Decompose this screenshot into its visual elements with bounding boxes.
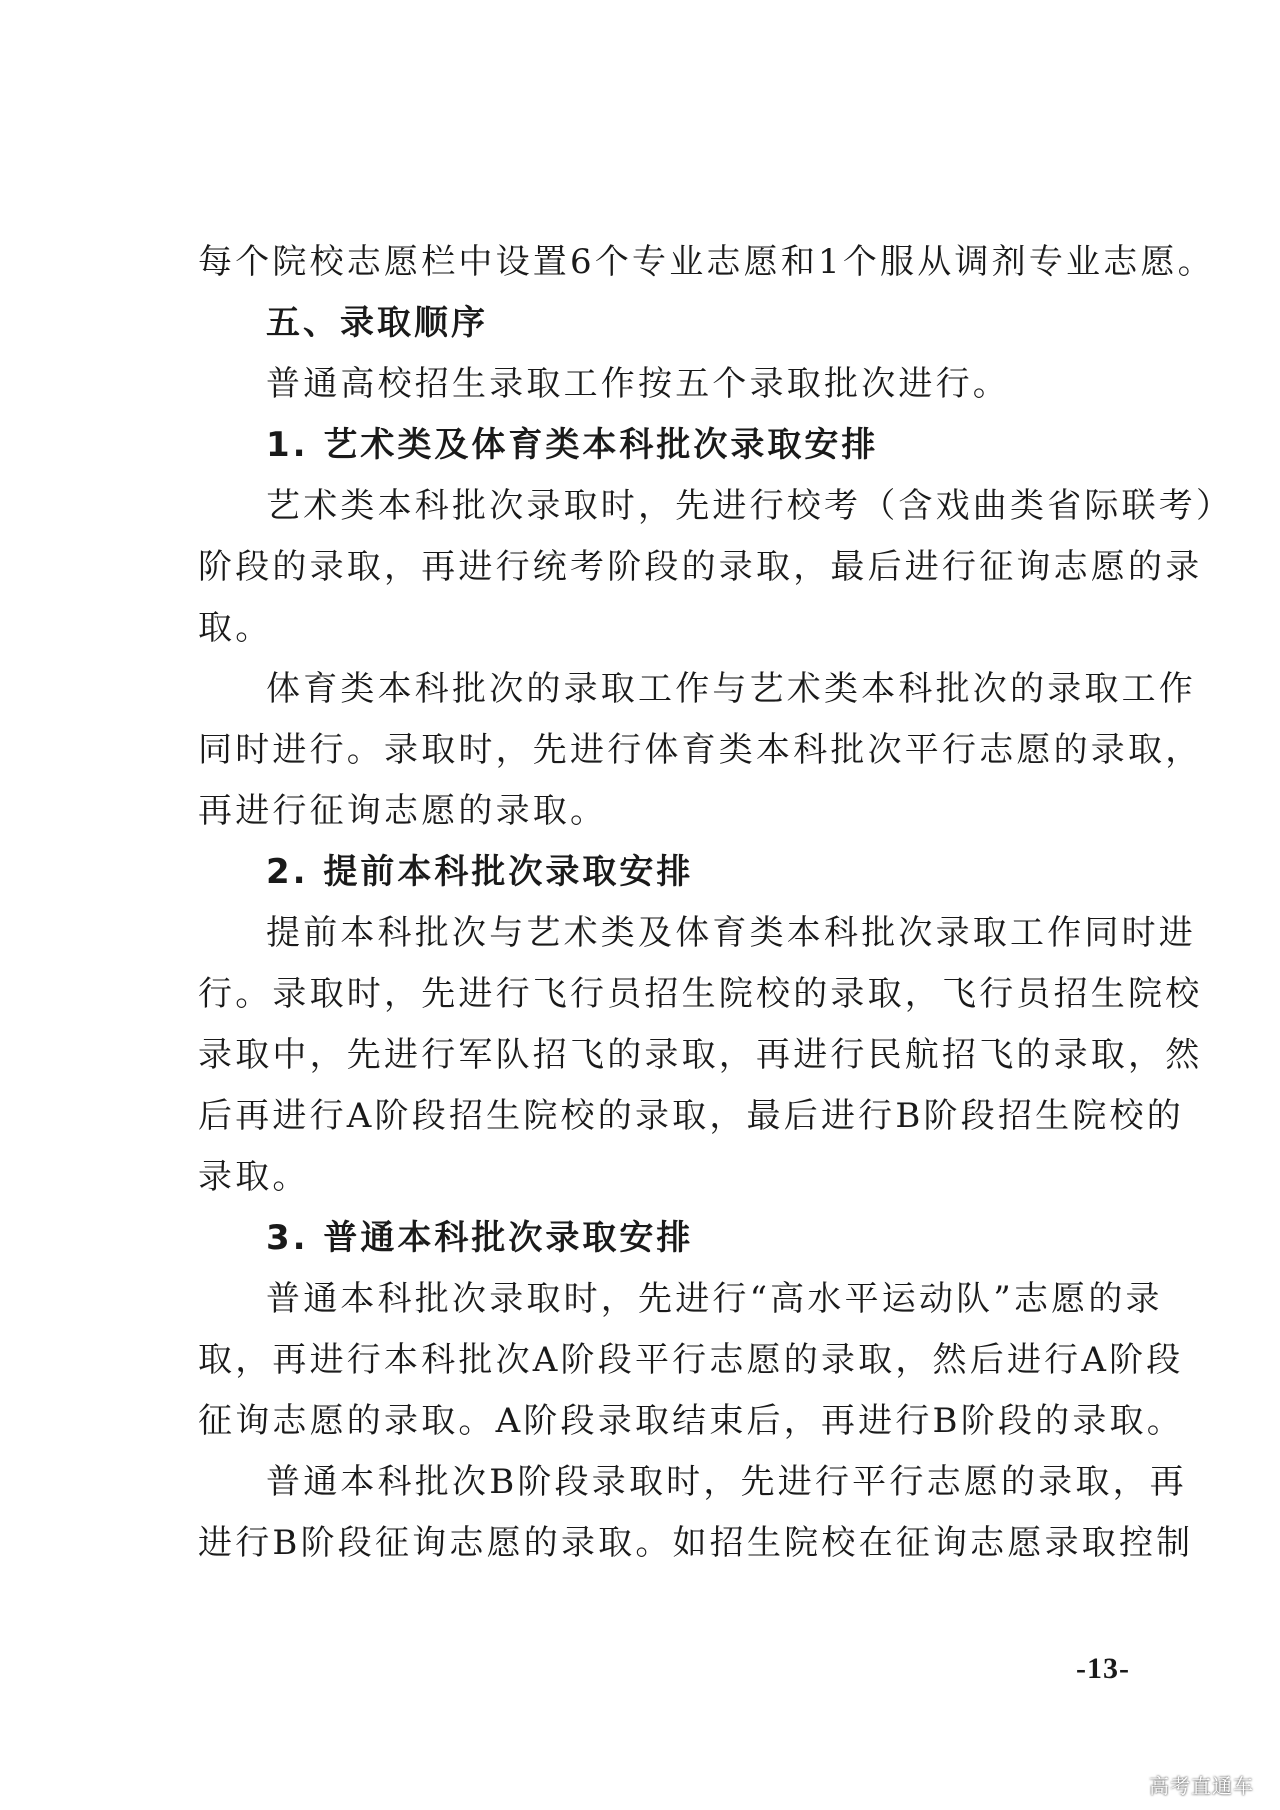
section-heading: 五、录取顺序 <box>266 303 488 343</box>
body-line: 后再进行A阶段招生院校的录取，最后进行B阶段招生院校的 <box>198 1096 1184 1136</box>
body-line: 征询志愿的录取。A阶段录取结束后，再进行B阶段的录取。 <box>198 1401 1184 1441</box>
body-line: 艺术类本科批次录取时，先进行校考（含戏曲类省际联考） <box>266 486 1234 526</box>
document-body <box>198 232 1234 1574</box>
body-line: 普通高校招生录取工作按五个录取批次进行。 <box>266 364 1010 404</box>
body-line: 每个院校志愿栏中设置6个专业志愿和1个服从调剂专业志愿。 <box>198 242 1215 282</box>
body-line: 取。 <box>198 608 273 648</box>
body-line: 体育类本科批次的录取工作与艺术类本科批次的录取工作 <box>266 669 1196 709</box>
body-line: 再进行征询志愿的录取。 <box>198 791 608 831</box>
subsection-heading: 2. 提前本科批次录取安排 <box>266 852 694 892</box>
body-line: 进行B阶段征询志愿的录取。如招生院校在征询志愿录取控制 <box>198 1523 1194 1563</box>
body-line: 普通本科批次B阶段录取时，先进行平行志愿的录取，再 <box>266 1462 1187 1502</box>
body-line: 同时进行。录取时，先进行体育类本科批次平行志愿的录取， <box>198 730 1203 770</box>
body-line: 普通本科批次录取时，先进行“高水平运动队”志愿的录 <box>266 1279 1163 1319</box>
body-line: 行。录取时，先进行飞行员招生院校的录取，飞行员招生院校 <box>198 974 1203 1014</box>
watermark: 高考直通车 <box>1149 1774 1254 1798</box>
body-line: 提前本科批次与艺术类及体育类本科批次录取工作同时进 <box>266 913 1196 953</box>
body-line: 录取。 <box>198 1157 310 1197</box>
body-line: 取，再进行本科批次A阶段平行志愿的录取，然后进行A阶段 <box>198 1340 1184 1380</box>
body-line: 录取中，先进行军队招飞的录取，再进行民航招飞的录取，然 <box>198 1035 1203 1075</box>
subsection-heading: 1. 艺术类及体育类本科批次录取安排 <box>266 425 879 465</box>
body-line: 阶段的录取，再进行统考阶段的录取，最后进行征询志愿的录 <box>198 547 1203 587</box>
subsection-heading: 3. 普通本科批次录取安排 <box>266 1218 694 1258</box>
page-number: -13- <box>1076 1652 1130 1685</box>
